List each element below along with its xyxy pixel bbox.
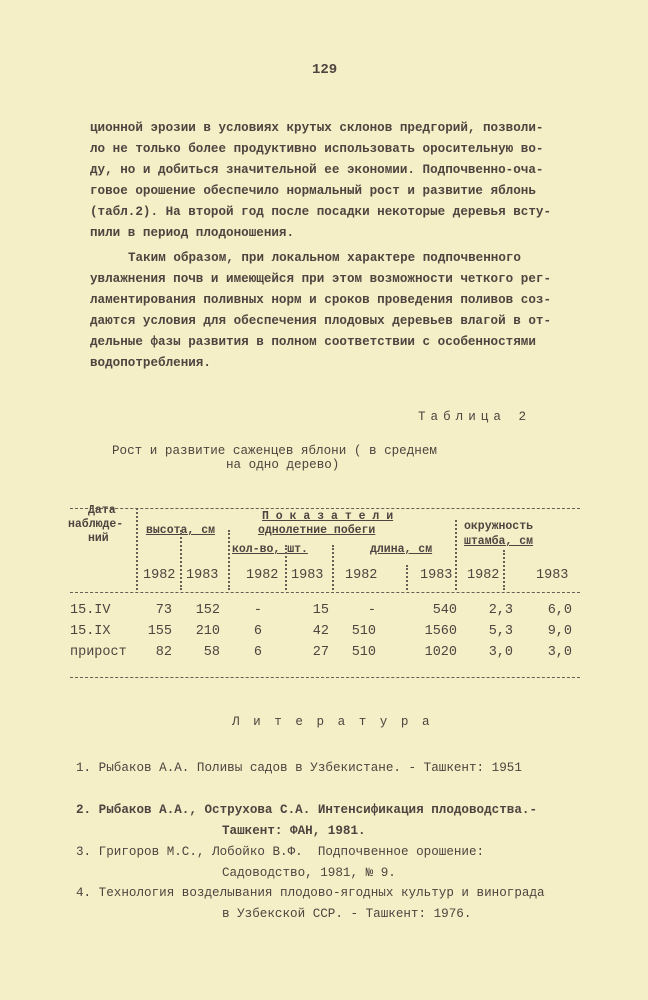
year-header: 1983 [420, 568, 453, 583]
header-date: ний [88, 532, 109, 545]
table-cell: 58 [203, 645, 220, 660]
table-cell: 510 [351, 624, 376, 639]
table-cell: 540 [432, 603, 457, 618]
text-line: говое орошение обеспечило нормальный рост и развитие яблонь [90, 184, 536, 198]
header-girth: штамба, см [464, 535, 534, 548]
table-label: Таблица 2 [418, 410, 532, 424]
header-length: длина, см [370, 543, 433, 556]
table-cell: 6 [253, 624, 262, 639]
table-cell: 155 [147, 624, 172, 639]
header-count: кол-во, шт. [232, 543, 308, 556]
text-line: Таким образом, при локальном характере подпочвенного [128, 251, 521, 265]
reference-item: Садоводство, 1981, № 9. [222, 866, 396, 880]
year-header: 1982 [246, 568, 279, 583]
text-line: ло не только более продуктивно использовать оросительную во- [90, 142, 544, 156]
reference-item: 3. Григоров М.С., Лобойко В.Ф. Подпочвенное орошение: [76, 845, 485, 859]
page-number: 129 [312, 62, 338, 78]
table-cell: 73 [155, 603, 172, 618]
year-header: 1983 [291, 568, 324, 583]
table-cell: 210 [195, 624, 220, 639]
header-date: Дата [88, 504, 116, 517]
text-line: даются условия для обеспечения плодовых деревьев влагой в от- [90, 314, 552, 328]
table-cell: 42 [312, 624, 329, 639]
text-line: пили в период плодоношения. [90, 226, 295, 240]
header-girth: окружность [464, 520, 534, 533]
year-header: 1983 [536, 568, 569, 583]
year-header: 1982 [467, 568, 500, 583]
table-cell: 510 [351, 645, 376, 660]
literature-heading: Л и т е р а т у р а [232, 715, 433, 729]
text-line: водопотребления. [90, 356, 211, 370]
table-cell: 1560 [424, 624, 457, 639]
header-height: высота, см [146, 524, 216, 537]
header-date: наблюде- [68, 518, 124, 531]
year-header: 1982 [345, 568, 378, 583]
row-date: 15.IV [70, 603, 111, 618]
table-cell: 27 [312, 645, 329, 660]
header-shoots: однолетние побеги [258, 524, 376, 537]
table-caption: на одно дерево) [226, 458, 340, 472]
row-date: 15.IX [70, 624, 111, 639]
text-line: дельные фазы развития в полном соответствии с особенностями [90, 335, 536, 349]
table-cell: 1020 [424, 645, 457, 660]
text-line: увлажнения почв и имеющейся при этом возможности четкого рег- [90, 272, 552, 286]
table-cell: 3,0 [547, 645, 572, 660]
table-cell: 3,0 [488, 645, 513, 660]
reference-item: 2. Рыбаков А.А., Острухова С.А. Интенсификация плодоводства.- [76, 803, 538, 817]
text-line: ду, но и добиться значительной ее экономии. Подпочвенно-оча- [90, 163, 544, 177]
table-cell: - [367, 603, 376, 618]
table-cell: 6 [253, 645, 262, 660]
year-header: 1983 [186, 568, 219, 583]
table-cell: 5,3 [488, 624, 513, 639]
reference-item: в Узбекской ССР. - Ташкент: 1976. [222, 907, 472, 921]
table-cell: 6,0 [547, 603, 572, 618]
row-date: прирост [70, 645, 127, 660]
header-indicators: П о к а з а т е л и [262, 510, 394, 523]
text-line: (табл.2). На второй год после посадки некоторые деревья всту- [90, 205, 552, 219]
text-line: ционной эрозии в условиях крутых склонов предгорий, позволи- [90, 121, 544, 135]
reference-item: Ташкент: ФАН, 1981. [222, 824, 366, 838]
table-cell: 82 [155, 645, 172, 660]
table-cell: 152 [195, 603, 220, 618]
table-cell: - [253, 603, 262, 618]
table-cell: 9,0 [547, 624, 572, 639]
reference-item: 4. Технология возделывания плодово-ягодных культур и винограда [76, 886, 545, 900]
table-caption: Рост и развитие саженцев яблони ( в среднем [112, 444, 437, 458]
table-cell: 15 [312, 603, 329, 618]
reference-item: 1. Рыбаков А.А. Поливы садов в Узбекистане. - Ташкент: 1951 [76, 761, 522, 775]
text-line: ламентирования поливных норм и сроков проведения поливов соз- [90, 293, 552, 307]
year-header: 1982 [143, 568, 176, 583]
table-cell: 2,3 [488, 603, 513, 618]
